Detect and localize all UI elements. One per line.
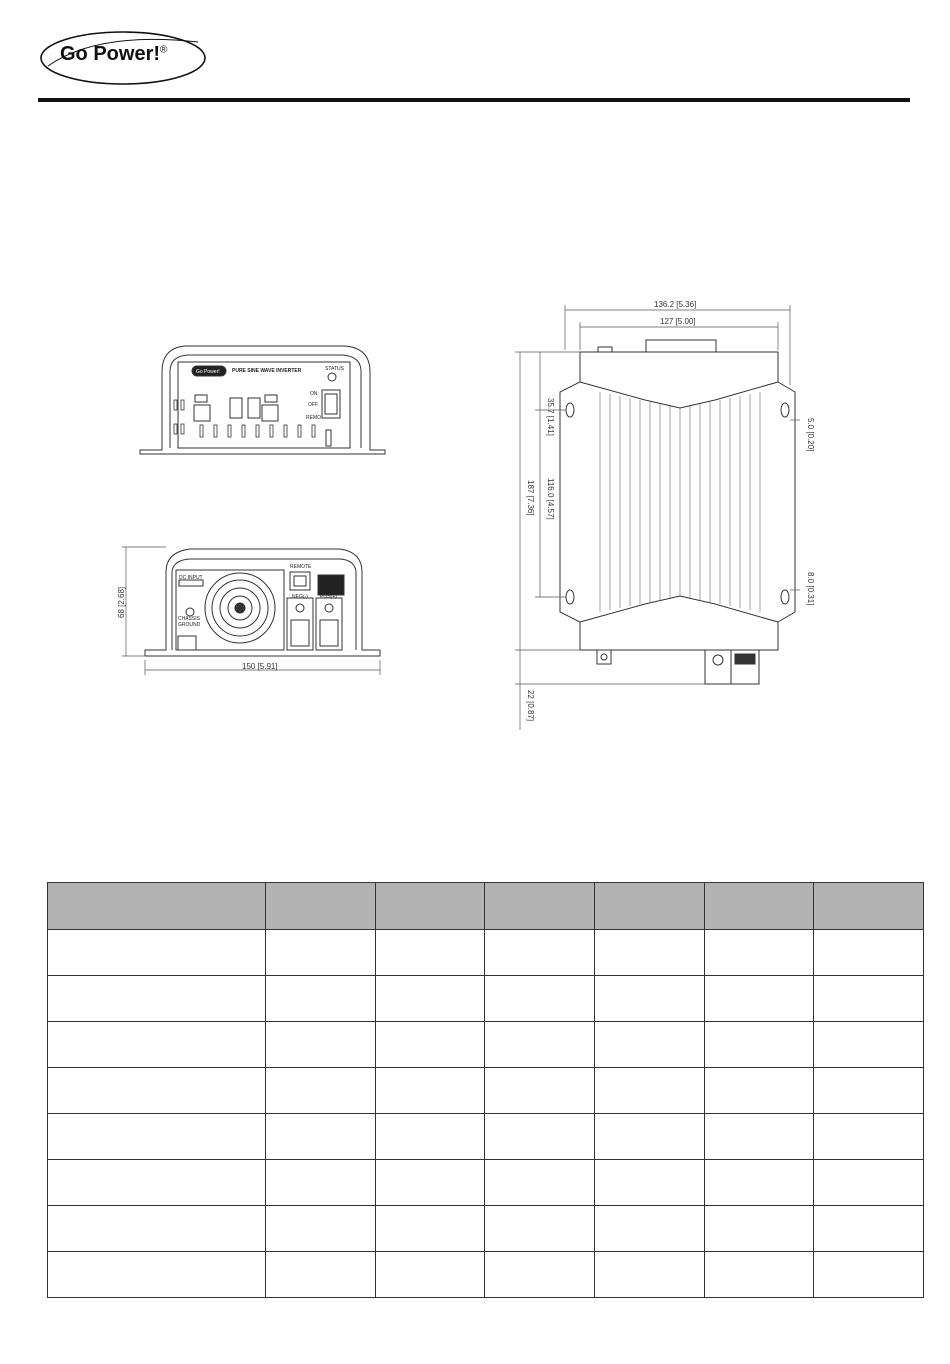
table-cell xyxy=(375,1252,485,1298)
table-cell xyxy=(48,1252,266,1298)
table-row xyxy=(48,930,924,976)
table-cell xyxy=(266,1160,376,1206)
table-cell xyxy=(814,1068,924,1114)
remote-jack-label: REMOTE xyxy=(290,564,312,570)
table-cell xyxy=(48,1022,266,1068)
table-cell xyxy=(594,1160,704,1206)
table-cell xyxy=(375,1114,485,1160)
dc-input-label: DC INPUT xyxy=(179,575,203,581)
table-cell xyxy=(266,1206,376,1252)
spec-table xyxy=(47,882,924,1298)
table-row xyxy=(48,1114,924,1160)
table-cell xyxy=(594,1252,704,1298)
table-cell xyxy=(48,930,266,976)
table-cell xyxy=(266,1068,376,1114)
table-row xyxy=(48,1022,924,1068)
table-cell xyxy=(814,1160,924,1206)
table-header-row xyxy=(48,883,924,930)
table-cell xyxy=(375,1068,485,1114)
table-cell xyxy=(485,976,595,1022)
header-cell xyxy=(266,883,376,930)
dim-terminal-depth: 22 [0.87] xyxy=(526,690,535,722)
table-cell xyxy=(266,1252,376,1298)
dim-overall-length: 187 [7.36] xyxy=(526,480,535,516)
top-view xyxy=(560,340,795,684)
table-cell xyxy=(704,1068,814,1114)
table-row xyxy=(48,976,924,1022)
neg-label: NEG(-) xyxy=(292,594,308,600)
switch-on-label: ON xyxy=(310,391,318,397)
dim-slot-length: 8.0 [0.31] xyxy=(806,572,815,606)
table-row xyxy=(48,1160,924,1206)
table-cell xyxy=(48,1068,266,1114)
header-cell xyxy=(594,883,704,930)
header-cell xyxy=(814,883,924,930)
table-cell xyxy=(704,930,814,976)
table-cell xyxy=(266,1022,376,1068)
table-cell xyxy=(814,1114,924,1160)
table-cell xyxy=(485,930,595,976)
dim-rear-width: 150 [5.91] xyxy=(242,662,278,671)
table-cell xyxy=(375,976,485,1022)
table-row xyxy=(48,1206,924,1252)
table-cell xyxy=(485,1022,595,1068)
table-cell xyxy=(485,1114,595,1160)
table-cell xyxy=(704,976,814,1022)
table-cell xyxy=(485,1252,595,1298)
remote-label: REMO xyxy=(306,415,321,421)
table-cell xyxy=(375,1160,485,1206)
front-panel-title: PURE SINE WAVE INVERTER xyxy=(232,368,302,374)
table-cell xyxy=(48,1160,266,1206)
table-cell xyxy=(814,930,924,976)
dim-overall-width: 136.2 [5.36] xyxy=(654,300,697,309)
table-row xyxy=(48,1068,924,1114)
table-cell xyxy=(485,1160,595,1206)
table-cell xyxy=(485,1206,595,1252)
table-cell xyxy=(48,976,266,1022)
table-cell xyxy=(704,1022,814,1068)
dim-rear-height: 68 [2.68] xyxy=(117,586,126,618)
table-cell xyxy=(704,1160,814,1206)
table-cell xyxy=(594,1068,704,1114)
table-cell xyxy=(814,976,924,1022)
front-badge-text: Go Power! xyxy=(196,369,220,375)
dim-top-offset: 35.7 [1.41] xyxy=(546,398,555,436)
header-cell xyxy=(48,883,266,930)
table-cell xyxy=(594,1114,704,1160)
header-cell xyxy=(375,883,485,930)
rear-view xyxy=(145,549,380,656)
table-cell xyxy=(48,1206,266,1252)
table-cell xyxy=(814,1206,924,1252)
dim-inner-width: 127 [5.00] xyxy=(660,317,696,326)
pos-label: POS(+) xyxy=(320,594,337,600)
chassis-label: CHASSIS xyxy=(178,616,200,622)
table-cell xyxy=(594,1022,704,1068)
status-label: STATUS xyxy=(325,366,344,372)
header-cell xyxy=(704,883,814,930)
table-cell xyxy=(594,976,704,1022)
front-view xyxy=(140,346,385,454)
table-row xyxy=(48,1252,924,1298)
table-cell xyxy=(266,1114,376,1160)
table-cell xyxy=(814,1252,924,1298)
table-cell xyxy=(594,930,704,976)
table-cell xyxy=(704,1114,814,1160)
brand-name: Go Power! xyxy=(60,43,161,65)
dim-hole-spacing: 116.0 [4.57] xyxy=(546,478,555,520)
table-cell xyxy=(594,1206,704,1252)
table-cell xyxy=(266,976,376,1022)
dim-slot-width: 5.0 [0.20] xyxy=(806,418,815,452)
table-cell xyxy=(485,1068,595,1114)
table-cell xyxy=(266,930,376,976)
header-cell xyxy=(485,883,595,930)
table-cell xyxy=(704,1252,814,1298)
table-cell xyxy=(704,1206,814,1252)
ground-label: GROUND xyxy=(178,622,201,628)
table-cell xyxy=(375,1206,485,1252)
table-cell xyxy=(48,1114,266,1160)
switch-off-label: OFF xyxy=(308,402,318,408)
table-cell xyxy=(814,1022,924,1068)
table-cell xyxy=(375,930,485,976)
table-cell xyxy=(375,1022,485,1068)
registered-mark: ® xyxy=(160,44,168,56)
